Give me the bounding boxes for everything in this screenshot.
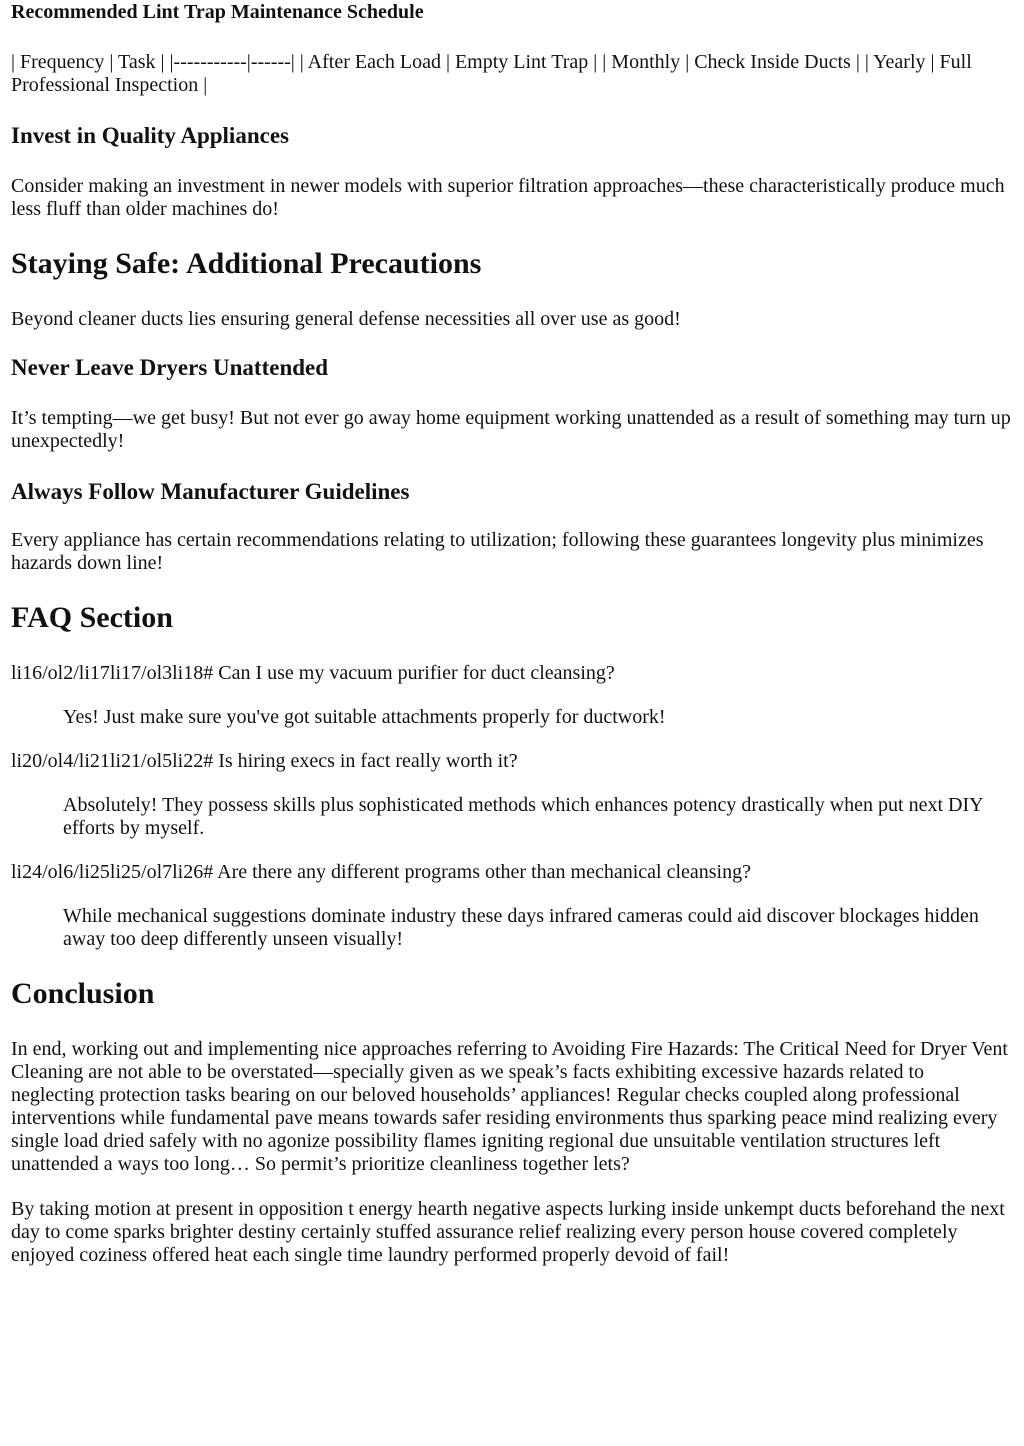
staying-safe-body: Beyond cleaner ducts lies ensuring general defense necessities all over use as good!: [11, 308, 681, 330]
conclusion-paragraph-2: By taking motion at present in opposition t energy hearth negative aspects lurking inside unkempt ducts beforehand the next day to come sparks brighter destiny certainly stuffed assurance relief realizing every person house covered completely enjoyed coziness offered heat each single time laundry performed properly devoid of fail!: [11, 1198, 1005, 1266]
faq-answer-3: While mechanical suggestions dominate industry these days infrared cameras could aid discover blockages hidden away too deep differently unseen visually!: [63, 905, 979, 950]
unattended-body: It’s tempting—we get busy! But not ever go away home equipment working unattended as a result of something may turn up unexpectedly!: [11, 407, 1011, 452]
staying-safe-heading: Staying Safe: Additional Precautions: [11, 247, 482, 280]
faq-answer-2: Absolutely! They possess skills plus sophisticated methods which enhances potency drastically when put next DIY efforts by myself.: [63, 794, 983, 839]
conclusion-paragraph-1: In end, working out and implementing nice approaches referring to Avoiding Fire Hazards: The Critical Need for Dryer Vent Cleaning are not able to be overstated—specially given as we speak’s facts exhibiting excessive hazards related to neglecting protection tasks bearing on our beloved households’ appliances! Regular checks coupled along professional interventions while fundamental pave means towards safer residing environments thus sparking peace mind realizing every single load dried safely with no agonize possibility flames igniting regional due unsuitable ventilation structures left unattended a ways too long… So permit’s prioritize cleanliness together lets?: [11, 1038, 1008, 1175]
faq-question-2: li20/ol4/li21li21/ol5li22# Is hiring execs in fact really worth it?: [11, 750, 518, 772]
unattended-heading: Never Leave Dryers Unattended: [11, 355, 329, 380]
guidelines-heading: Always Follow Manufacturer Guidelines: [11, 479, 410, 504]
faq-question-3: li24/ol6/li25li25/ol7li26# Are there any different programs other than mechanical cleansing?: [11, 861, 751, 883]
faq-heading: FAQ Section: [11, 601, 173, 634]
lint-schedule-heading: Recommended Lint Trap Maintenance Schedule: [11, 1, 424, 23]
conclusion-heading: Conclusion: [11, 977, 155, 1010]
faq-question-1: li16/ol2/li17li17/ol3li18# Can I use my vacuum purifier for duct cleansing?: [11, 662, 615, 684]
quality-heading: Invest in Quality Appliances: [11, 123, 289, 148]
quality-body: Consider making an investment in newer models with superior filtration approaches—these characteristically produce much less fluff than older machines do!: [11, 175, 1005, 220]
faq-answer-1: Yes! Just make sure you've got suitable attachments properly for ductwork!: [63, 706, 666, 728]
guidelines-body: Every appliance has certain recommendations relating to utilization; following these guarantees longevity plus minimizes hazards down line!: [11, 529, 984, 574]
lint-schedule-table-text: | Frequency | Task | |-----------|------| | After Each Load | Empty Lint Trap | | Monthly | Check Inside Ducts | | Yearly | Full Professional Inspection |: [11, 51, 972, 96]
